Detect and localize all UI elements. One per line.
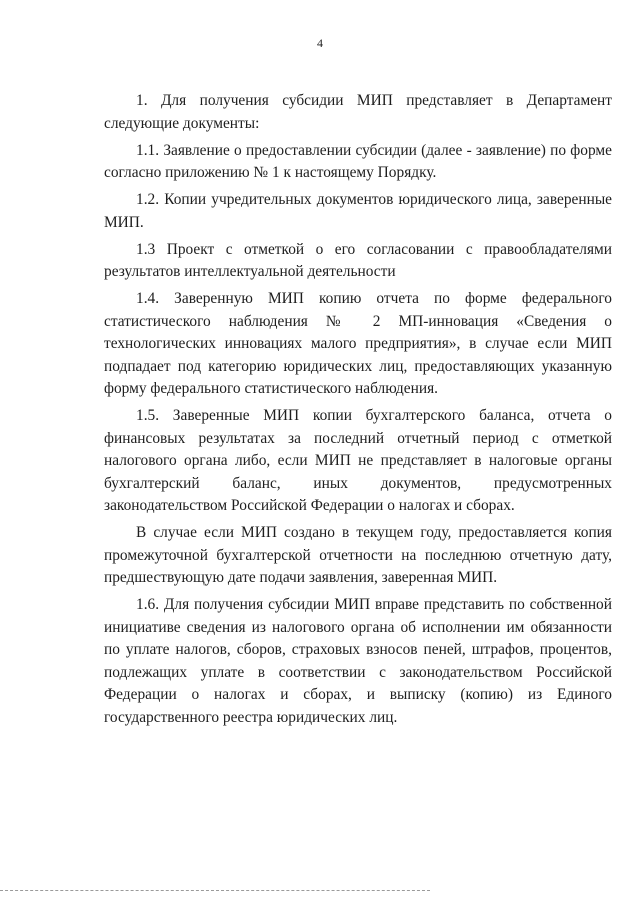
paragraph-1: 1. Для получения субсидии МИП представляет в Департамент следующие документы: [104, 92, 612, 132]
paragraph-1-4: 1.4. Заверенную МИП копию отчета по форме федерального статистического наблюдения № 2 МП-инновация «Сведения о технологических инновациях малого предприятия», в случае если МИП подпадает под категорию юридических лиц, предоставляющих указанную форму федерального статистического наблюдения. [104, 290, 612, 397]
scan-footer-line [0, 890, 430, 891]
paragraph-1-2: 1.2. Копии учредительных документов юридического лица, заверенные МИП. [104, 191, 612, 231]
document-body [104, 90, 612, 734]
paragraph-1-6: 1.6. Для получения субсидии МИП вправе представить по собственной инициативе сведения из налогового органа об исполнении им обязанности по уплате налогов, сборов, страховых взносов пеней, штрафов, процентов, подлежащих уплате в соответствии с законодательством Российской Федерации о налогах и сборах, и выписку (копию) из Единого государственного реестра юридических лиц. [104, 596, 612, 726]
paragraph-1-5: 1.5. Заверенные МИП копии бухгалтерского баланса, отчета о финансовых результатах за последний отчетный период с отметкой налогового органа либо, если МИП не представляет в налоговые органы бухгалтерский баланс, иных документов, предусмотренных законодательством Российской Федерации о налогах и сборах. [104, 407, 612, 514]
paragraph-1-1: 1.1. Заявление о предоставлении субсидии (далее - заявление) по форме согласно приложению № 1 к настоящему Порядку. [104, 141, 612, 181]
paragraph-1-3: 1.3 Проект с отметкой о его согласовании с правообладателями результатов интеллектуальной деятельности [104, 240, 612, 280]
paragraph-new-company: В случае если МИП создано в текущем году, предоставляется копия промежуточной бухгалтерской отчетности на последнюю отчетную дату, предшествующую дате подачи заявления, заверенная МИП. [104, 524, 612, 586]
page-number: 4 [317, 36, 323, 50]
